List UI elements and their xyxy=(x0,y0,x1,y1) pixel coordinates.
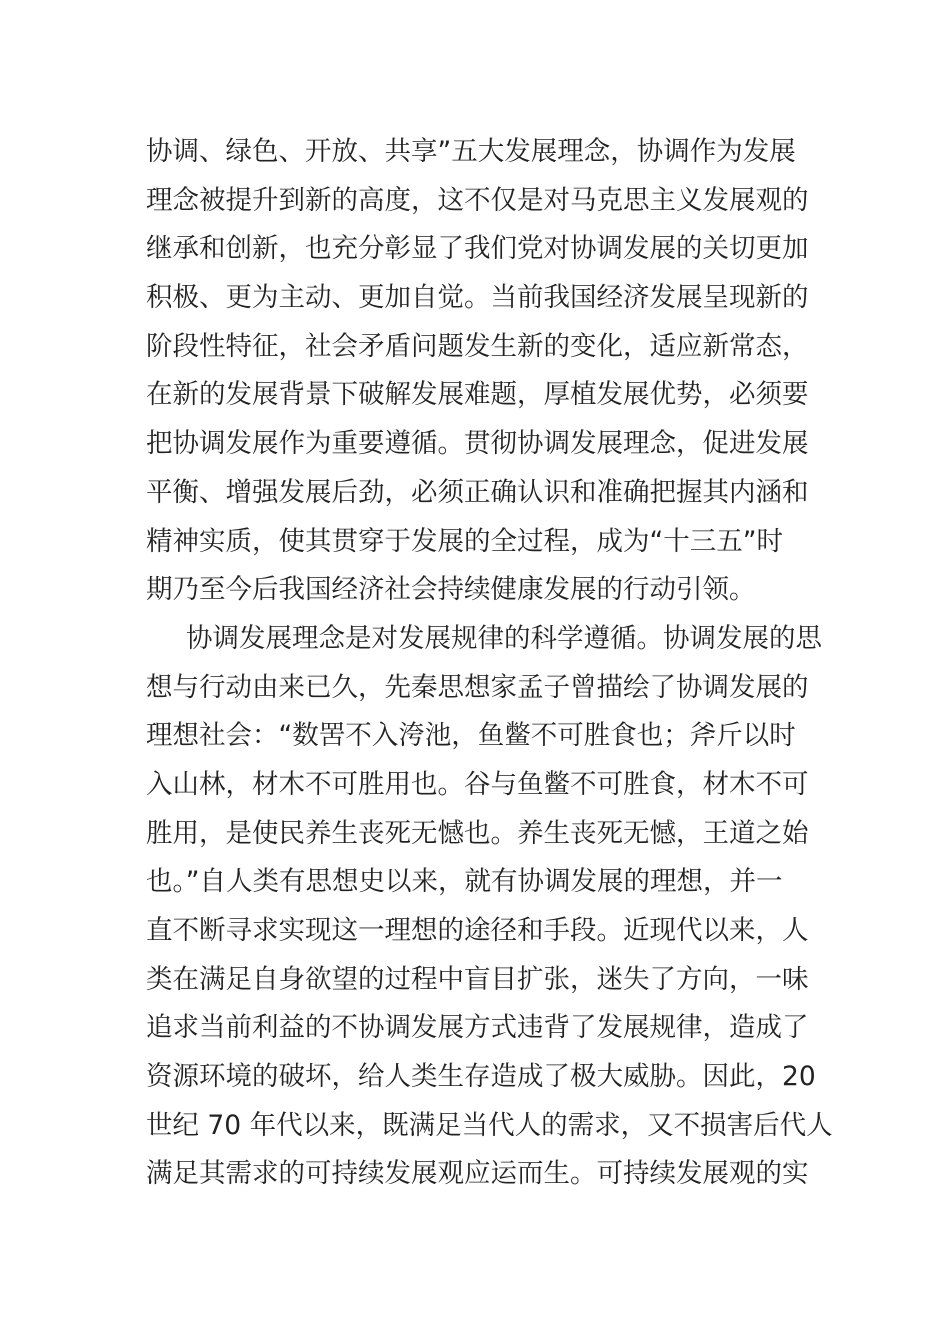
text-line: 胜用，是使民养生丧死无憾也。养生丧死无憾，王道之始 xyxy=(146,817,809,849)
text-line: 直不断寻求实现这一理想的途径和手段。近现代以来，人 xyxy=(146,915,809,946)
text-line: 理想社会：“数罟不入洿池，鱼鳖不可胜食也；斧斤以时 xyxy=(146,720,796,752)
text-line: 理念被提升到新的高度，这不仅是对马克思主义发展观的 xyxy=(146,184,809,216)
text-line: 精神实质，使其贯穿于发展的全过程，成为“十三五”时 xyxy=(146,525,783,557)
text-line: 在新的发展背景下破解发展难题，厚植发展优势，必须要 xyxy=(146,379,809,411)
text-line: 追求当前利益的不协调发展方式违背了发展规律，造成了 xyxy=(146,1012,809,1044)
text-line: 世纪 70 年代以来，既满足当代人的需求，又不损害后代人 xyxy=(146,1109,833,1141)
paragraph-start-line: 协调发展理念是对发展规律的科学遵循。协调发展的思 xyxy=(186,622,822,654)
text-line: 类在满足自身欲望的过程中盲目扩张，迷失了方向，一味 xyxy=(146,963,809,995)
text-line: 继承和创新，也充分彰显了我们党对协调发展的关切更加 xyxy=(146,233,809,265)
text-line: 满足其需求的可持续发展观应运而生。可持续发展观的实 xyxy=(146,1158,809,1190)
text-line: 把协调发展作为重要遵循。贯彻协调发展理念，促进发展 xyxy=(146,428,809,460)
text-line: 也。”自人类有思想史以来，就有协调发展的理想，并一 xyxy=(146,866,783,898)
body-text xyxy=(146,128,833,1199)
text-line: 期乃至今后我国经济社会持续健康发展的行动引领。 xyxy=(146,574,756,606)
text-line: 入山林，材木不可胜用也。谷与鱼鳖不可胜食，材木不可 xyxy=(146,768,809,800)
text-line: 平衡、增强发展后劲，必须正确认识和准确把握其内涵和 xyxy=(146,476,809,508)
text-line: 阶段性特征，社会矛盾问题发生新的变化，适应新常态， xyxy=(146,330,809,362)
text-line: 积极、更为主动、更加自觉。当前我国经济发展呈现新的 xyxy=(146,282,809,314)
text-line: 协调、绿色、开放、共享”五大发展理念，协调作为发展 xyxy=(146,136,796,167)
text-line: 资源环境的破坏，给人类生存造成了极大威胁。因此，20 xyxy=(146,1061,816,1093)
text-line: 想与行动由来已久，先秦思想家孟子曾描绘了协调发展的 xyxy=(146,671,809,703)
